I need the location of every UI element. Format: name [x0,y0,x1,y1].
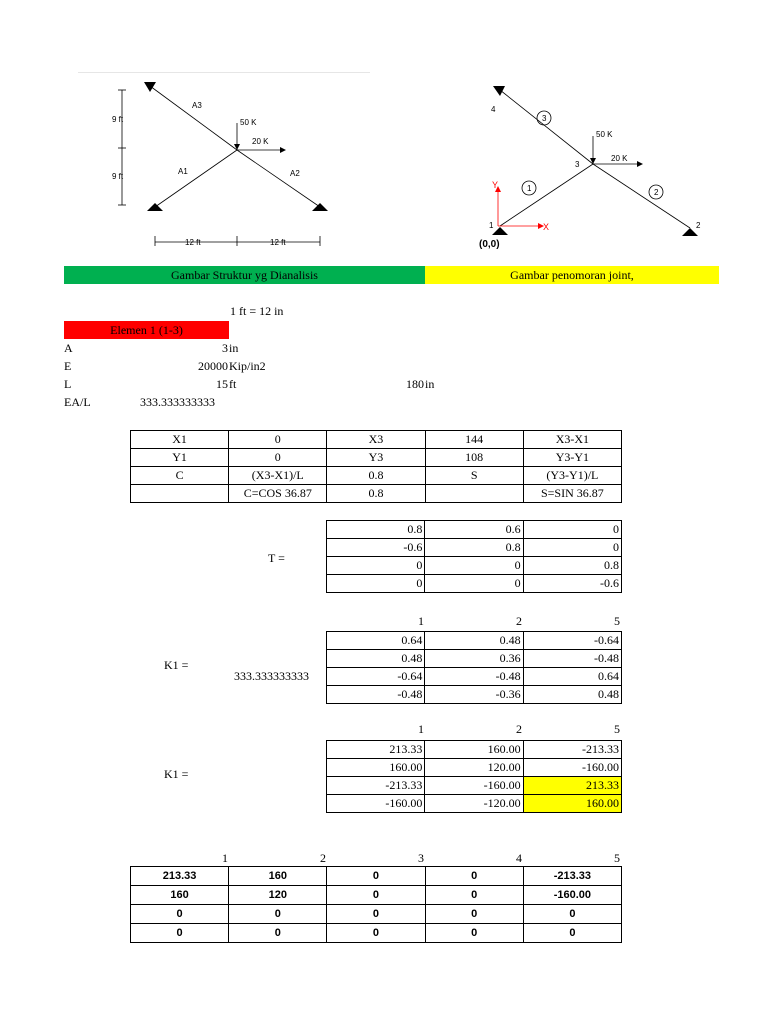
table-cell: -0.48 [523,650,621,668]
joint-2-label: 2 [696,221,701,230]
column-number: 2 [516,722,522,736]
table-cell: -120.00 [425,795,523,813]
label-50k: 50 K [240,118,257,127]
table-cell: X1 [131,431,229,449]
table-cell: 160.00 [327,759,425,777]
k1a-column-numbers [326,614,620,629]
table-cell: 0.64 [523,668,621,686]
table-cell: C [131,467,229,485]
table-cell: 120 [229,886,327,905]
banner-left-text: Gambar Struktur yg Dianalisis [171,268,318,282]
table-cell: -0.6 [327,539,425,557]
label-a2: A2 [290,169,300,178]
table-cell [425,485,523,503]
table-row [327,575,622,593]
table-row [327,759,622,777]
label-12ft-right: 12 ft [270,238,286,247]
table-row [327,539,622,557]
table-cell: 0 [131,924,229,943]
property-l-value: 15 [216,377,228,391]
element-title-text: Elemen 1 (1-3) [110,323,183,337]
label-9ft-top: 9 ft [112,115,124,124]
table-row [131,867,622,886]
table-cell: 0 [327,924,425,943]
table-cell: X3 [327,431,425,449]
member-3-label: 3 [542,114,547,123]
table-cell: -160.00 [523,759,621,777]
label-a1: A1 [178,167,188,176]
table-cell: Y3-Y1 [523,449,621,467]
table-cell: 0 [425,886,523,905]
y-axis-label: Y [492,180,499,190]
table-cell: 0 [425,575,523,593]
table-row [327,777,622,795]
property-l-unit: ft [229,377,237,391]
table-cell: 144 [425,431,523,449]
table-row [327,557,622,575]
table-cell: 0 [425,924,523,943]
table-cell: 0 [327,886,425,905]
banner-left [64,266,425,284]
table-cell: 0 [327,557,425,575]
arrow-right-icon [280,147,286,153]
top-rule [78,72,370,73]
highlighted-cell: 160.00 [523,795,621,813]
support-top-icon [144,82,156,92]
table-cell: 0 [425,557,523,575]
table-cell: X3-X1 [523,431,621,449]
table-cell: 160 [229,867,327,886]
property-l-name: L [64,377,72,391]
table-cell: Y3 [327,449,425,467]
table-cell: 0 [327,905,425,924]
table-row [131,886,622,905]
k1a-label: K1 = [164,658,189,672]
unit-conversion: 1 ft = 12 in [230,304,284,318]
table-cell: 0 [523,521,621,539]
column-number: 5 [614,614,620,628]
table-cell: -0.36 [425,686,523,704]
table-cell: 0 [229,449,327,467]
table-row [131,924,622,943]
table-cell: Y1 [131,449,229,467]
table-cell: 0 [523,924,621,943]
joint-3-label: 3 [575,160,580,169]
table-cell: -0.64 [523,632,621,650]
table-cell: (Y3-Y1)/L [523,467,621,485]
table-row [327,650,622,668]
property-l-unit-in: in [425,377,435,391]
property-e-value: 20000 [198,359,228,373]
table-row [131,905,622,924]
column-number: 2 [320,851,326,865]
property-a-unit: in [229,341,239,355]
property-eal-name: EA/L [64,395,91,409]
table-cell: -0.6 [523,575,621,593]
table-row [131,485,622,503]
table-row [327,521,622,539]
banner-right [425,266,719,284]
table-cell: -0.48 [425,668,523,686]
arrow-down-icon [234,144,240,150]
column-number: 1 [222,851,228,865]
element-title [64,321,229,339]
t-matrix [326,520,622,593]
table-cell: 0 [523,905,621,924]
table-cell: 0 [327,575,425,593]
table-row [327,795,622,813]
table-cell: 0 [523,539,621,557]
table-cell: -213.33 [523,867,621,886]
joint-numbering-diagram [465,78,715,253]
table-row [131,431,622,449]
table-cell: -160.00 [523,886,621,905]
support-1-icon [492,227,508,235]
table-cell: 0 [229,431,327,449]
support-right-icon [312,203,328,211]
joint-4-label: 4 [491,105,496,114]
table-cell: 0 [229,905,327,924]
column-number: 2 [516,614,522,628]
k1-numeric-matrix [326,740,622,813]
column-number: 3 [418,851,424,865]
load-50k-label: 50 K [596,130,613,139]
table-cell: 0.36 [425,650,523,668]
global-stiffness-matrix [130,866,622,943]
table-cell: -213.33 [523,741,621,759]
table-cell: 0.48 [327,650,425,668]
origin-label: (0,0) [479,239,500,250]
coordinate-table [130,430,622,503]
k1b-label: K1 = [164,767,189,781]
label-12ft-left: 12 ft [185,238,201,247]
joint-1-label: 1 [489,221,494,230]
label-a3: A3 [192,101,202,110]
table-cell: 0.48 [523,686,621,704]
load-down-icon [590,158,596,164]
k1b-column-numbers [326,722,620,737]
table-cell: 0.8 [327,485,425,503]
table-cell: (X3-X1)/L [229,467,327,485]
column-number: 5 [614,851,620,865]
label-9ft-bottom: 9 ft [112,172,124,181]
table-cell: 0 [425,905,523,924]
table-cell: -0.64 [327,668,425,686]
table-cell: 0.8 [425,539,523,557]
table-cell: 0 [229,924,327,943]
table-cell: 0 [425,867,523,886]
property-a-name: A [64,341,73,355]
member-2-label: 2 [654,188,659,197]
table-cell: 0.64 [327,632,425,650]
table-cell: -160.00 [425,777,523,795]
structure-diagram [100,78,340,253]
load-right-icon [637,161,643,167]
table-cell: 0.48 [425,632,523,650]
t-matrix-label: T = [268,551,285,565]
table-row [327,632,622,650]
label-20k: 20 K [252,137,269,146]
table-cell: 0.6 [425,521,523,539]
table-cell: 160.00 [425,741,523,759]
table-row [327,686,622,704]
table-cell: 0.8 [327,467,425,485]
table-cell: 0 [327,867,425,886]
table-cell: -213.33 [327,777,425,795]
table-cell: 213.33 [131,867,229,886]
member-1-label: 1 [527,184,532,193]
table-cell: S [425,467,523,485]
property-e-unit: Kip/in2 [229,359,266,373]
banner-right-text: Gambar penomoran joint, [510,268,634,282]
table-cell [131,485,229,503]
column-number: 1 [418,614,424,628]
column-number: 4 [516,851,522,865]
table-cell: 160 [131,886,229,905]
column-number: 5 [614,722,620,736]
highlighted-cell: 213.33 [523,777,621,795]
property-l-value-in: 180 [406,377,424,391]
column-number: 1 [418,722,424,736]
x-axis-label: X [543,222,550,232]
table-cell: 120.00 [425,759,523,777]
table-cell: 0 [131,905,229,924]
global-column-numbers [130,851,620,866]
load-20k-label: 20 K [611,154,628,163]
table-cell: -160.00 [327,795,425,813]
table-row [131,467,622,485]
table-row [327,741,622,759]
property-eal-value: 333.333333333 [140,395,215,409]
k1-factored-matrix [326,631,622,704]
table-cell: S=SIN 36.87 [523,485,621,503]
table-cell: 0.8 [523,557,621,575]
table-cell: -0.48 [327,686,425,704]
k1a-factor: 333.333333333 [234,669,309,683]
table-row [131,449,622,467]
support-4-icon [493,86,505,96]
support-left-icon [147,203,163,211]
table-cell: 213.33 [327,741,425,759]
table-cell: 0.8 [327,521,425,539]
table-cell: C=COS 36.87 [229,485,327,503]
property-e-name: E [64,359,72,373]
table-cell: 108 [425,449,523,467]
property-a-value: 3 [222,341,228,355]
table-row [327,668,622,686]
